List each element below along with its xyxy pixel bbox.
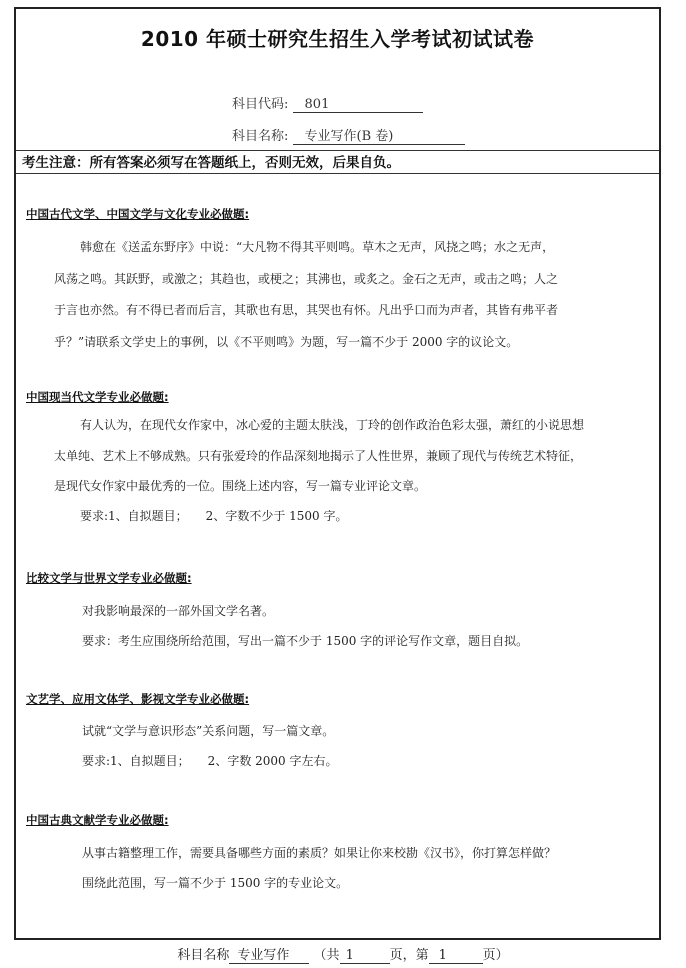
section-text-line: 韩愈在《送孟东野序》中说：“大凡物不得其平则鸣。草木之无声，风挠之鸣；水之无声， xyxy=(80,240,555,254)
section-text-line: 有人认为，在现代女作家中，冰心爱的主题太肤浅，丁玲的创作政治色彩太强，萧红的小说思想 xyxy=(80,418,585,432)
section-text-line: 风荡之鸣。其跃野，或激之；其趋也，或梗之；其沸也，或炙之。金石之无声，或击之鸣；人之 xyxy=(54,272,559,286)
section-text-line: 乎？”请联系文学史上的事例，以《不平则鸣》为题，写一篇不少于 2000 字的议论文。 xyxy=(54,335,519,349)
subject-code-label: 科目代码: xyxy=(232,97,289,112)
section-text-line: 围绕此范围，写一篇不少于 1500 字的专业论文。 xyxy=(82,876,349,890)
footer-subject-label: 科目名称 xyxy=(177,948,230,963)
section-heading: 中国古典文献学专业必做题: xyxy=(26,813,169,827)
section-text-line: 太单纯、艺术上不够成熟。只有张爱玲的作品深刻地揭示了人性世界，兼顾了现代与传统艺术特征， xyxy=(54,449,583,463)
candidate-notice: 考生注意：所有答案必须写在答题纸上，否则无效，后果自负。 xyxy=(16,150,659,174)
footer-subject-name: 专业写作 xyxy=(229,949,309,964)
section-text-line: 要求:1、自拟题目； 2、字数不少于 1500 字。 xyxy=(80,509,348,523)
section-text-line: 要求：考生应围绕所给范围，写出一篇不少于 1500 字的评论写作文章，题目自拟。 xyxy=(82,634,529,648)
footer-page-suffix: 页） xyxy=(482,948,509,963)
subject-name-field xyxy=(232,125,465,145)
page-title: 2010 年硕士研究生招生入学考试初试试卷 xyxy=(140,27,535,51)
section-text-line: 试就“文学与意识形态”关系问题，写一篇文章。 xyxy=(82,724,335,738)
section-heading: 比较文学与世界文学专业必做题: xyxy=(26,571,192,585)
footer-current-page: 1 xyxy=(429,949,483,964)
section-heading: 中国现当代文学专业必做题: xyxy=(26,390,169,404)
section-text-line: 从事古籍整理工作，需要具备哪些方面的素质？如果让你来校勘《汉书》，你打算怎样做？ xyxy=(82,846,557,860)
section-heading: 文艺学、应用文体学、影视文学专业必做题: xyxy=(26,692,250,706)
footer-page-mid: 页，第 xyxy=(389,948,429,963)
subject-name-label: 科目名称: xyxy=(232,129,289,144)
section-heading: 中国古代文学、中国文学与文化专业必做题: xyxy=(26,207,250,221)
section-text-line: 于言也亦然。有不得已者而后言，其歌也有思，其哭也有怀。凡出乎口而为声者，其皆有弗平者 xyxy=(54,303,559,317)
subject-code-field xyxy=(232,93,423,113)
footer-total-pages: 1 xyxy=(340,949,390,964)
section-text-line: 要求:1、自拟题目； 2、字数 2000 字左右。 xyxy=(82,754,338,768)
section-text-line: 是现代女作家中最优秀的一位。围绕上述内容，写一篇专业评论文章。 xyxy=(54,479,427,493)
section-text-line: 对我影响最深的一部外国文学名著。 xyxy=(82,604,275,618)
exam-paper-frame xyxy=(14,7,661,940)
page-footer xyxy=(0,944,686,964)
subject-code-value: 801 xyxy=(293,98,423,113)
footer-total-prefix: （共 xyxy=(313,948,340,963)
subject-name-value: 专业写作(B 卷) xyxy=(293,130,465,145)
